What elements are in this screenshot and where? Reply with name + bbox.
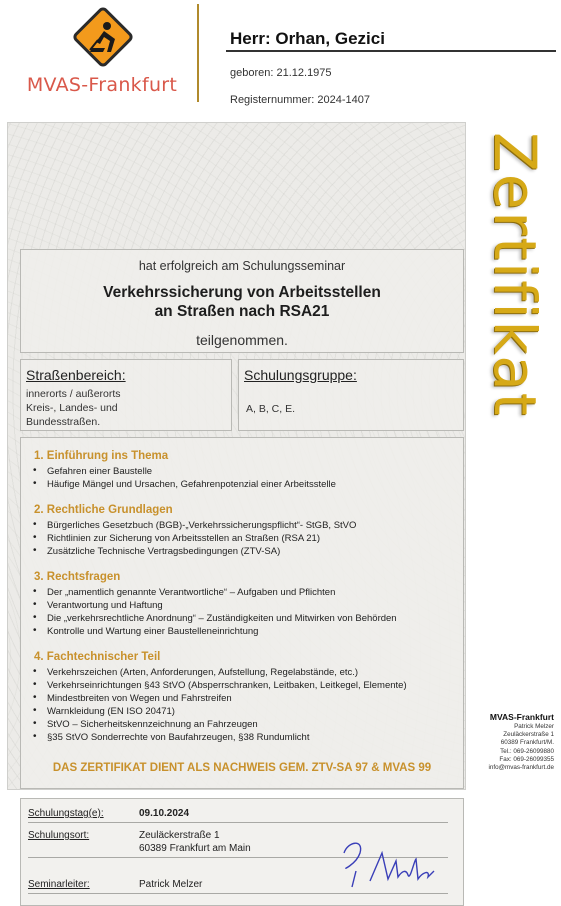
road-area-line: Kreis-, Landes- und bbox=[26, 402, 118, 414]
list-item: • Verkehrseinrichtungen §43 StVO (Absperrschranken, Leitbaken, Leitkegel, Elemente) bbox=[47, 680, 407, 691]
list-item: • Der „namentlich genannte Verantwortliche“ – Aufgaben und Pflichten bbox=[47, 587, 335, 598]
divider bbox=[28, 893, 448, 894]
training-group-box bbox=[238, 359, 464, 431]
training-details-panel bbox=[20, 798, 464, 906]
company-logo bbox=[12, 0, 192, 106]
training-date-value: 09.10.2024 bbox=[139, 808, 190, 819]
list-item: • Mindestbreiten von Wegen und Fahrstreifen bbox=[47, 693, 232, 704]
course-title-line-2: an Straßen nach RSA21 bbox=[154, 303, 330, 320]
participated-text: teilgenommen. bbox=[196, 332, 288, 348]
list-item: • Die „verkehrsrechtliche Anordnung“ – Zuständigkeiten und Mitwirken von Behörden bbox=[47, 613, 397, 624]
road-area-box bbox=[20, 359, 232, 431]
list-item: • Gefahren einer Baustelle bbox=[47, 466, 152, 477]
section-title: 4. Fachtechnischer Teil bbox=[34, 651, 161, 663]
list-item: • Verkehrszeichen (Arten, Anforderungen, Aufstellung, Regelabstände, etc.) bbox=[47, 667, 358, 678]
list-item: • Häufige Mängel und Ursachen, Gefahrenpotenzial einer Arbeitsstelle bbox=[47, 479, 336, 490]
certificate-word: Zertifikat bbox=[481, 132, 549, 418]
road-area-line: Bundesstraßen. bbox=[26, 416, 101, 428]
list-item: • §35 StVO Sonderrechte von Baufahrzeugen, §38 Rundumlicht bbox=[47, 732, 309, 743]
seminar-leader-label: Seminarleiter: bbox=[28, 879, 90, 890]
list-item: • Verantwortung und Haftung bbox=[47, 600, 163, 611]
training-place-street: Zeuläckerstraße 1 bbox=[139, 830, 220, 841]
section-title: 3. Rechtsfragen bbox=[34, 571, 121, 583]
road-area-line: innerorts / außerorts bbox=[26, 388, 121, 400]
contact-company: MVAS-Frankfurt bbox=[489, 712, 554, 722]
training-place-city: 60389 Frankfurt am Main bbox=[139, 843, 251, 854]
training-group-heading: Schulungsgruppe: bbox=[244, 367, 357, 383]
intro-panel bbox=[20, 249, 464, 353]
list-item: • Kontrolle und Wartung einer Baustelleneinrichtung bbox=[47, 626, 258, 637]
list-item: • StVO – Sicherheitskennzeichnung an Fahrzeugen bbox=[47, 719, 258, 730]
construction-worker-sign-icon bbox=[70, 4, 136, 70]
signature bbox=[326, 831, 446, 893]
section-title: 1. Einführung ins Thema bbox=[34, 450, 169, 462]
intro-text: hat erfolgreich am Schulungsseminar bbox=[138, 259, 346, 273]
logo-text: MVAS-Frankfurt bbox=[26, 74, 178, 96]
contact-phone: Tel.: 069-26099880 bbox=[500, 747, 554, 755]
curriculum-panel bbox=[20, 437, 464, 789]
list-item: • Bürgerliches Gesetzbuch (BGB)-„Verkehrssicherungspflicht“- StGB, StVO bbox=[47, 520, 356, 531]
contact-email: info@mvas-frankfurt.de bbox=[488, 764, 554, 772]
contact-block bbox=[466, 712, 554, 772]
course-title-line-1: Verkehrssicherung von Arbeitsstellen bbox=[103, 284, 381, 301]
section-title: 2. Rechtliche Grundlagen bbox=[34, 504, 173, 516]
contact-street: Zeuläckerstraße 1 bbox=[503, 731, 554, 739]
list-item: • Zusätzliche Technische Vertragsbedingungen (ZTV-SA) bbox=[47, 546, 280, 557]
certificate-claim: DAS ZERTIFIKAT DIENT ALS NACHWEIS GEM. ZTV-SA 97 & MVAS 99 bbox=[52, 762, 432, 774]
seminar-leader-value: Patrick Melzer bbox=[139, 879, 203, 890]
course-title bbox=[21, 283, 463, 321]
list-item: • Richtlinien zur Sicherung von Arbeitsstellen an Straßen (RSA 21) bbox=[47, 533, 320, 544]
training-date-label: Schulungstag(e): bbox=[28, 808, 104, 819]
certificate-frame bbox=[7, 122, 466, 890]
training-place-label: Schulungsort: bbox=[28, 830, 90, 841]
road-area-heading: Straßenbereich: bbox=[26, 367, 126, 383]
header-divider bbox=[197, 4, 199, 102]
list-item: • Warnkleidung (EN ISO 20471) bbox=[47, 706, 175, 717]
contact-person: Patrick Melzer bbox=[514, 723, 554, 730]
divider bbox=[28, 822, 448, 823]
training-group-value: A, B, C, E. bbox=[246, 403, 296, 415]
participant-name: Herr: Orhan, Gezici bbox=[230, 29, 385, 48]
register-number: Registernummer: 2024-1407 bbox=[230, 94, 371, 106]
road-area-text bbox=[26, 387, 226, 429]
birth-date: geboren: 21.12.1975 bbox=[230, 67, 332, 79]
contact-fax: Fax: 069-26099355 bbox=[499, 755, 554, 763]
contact-city: 60389 Frankfurt/M. bbox=[500, 739, 554, 747]
name-underline bbox=[226, 50, 556, 52]
